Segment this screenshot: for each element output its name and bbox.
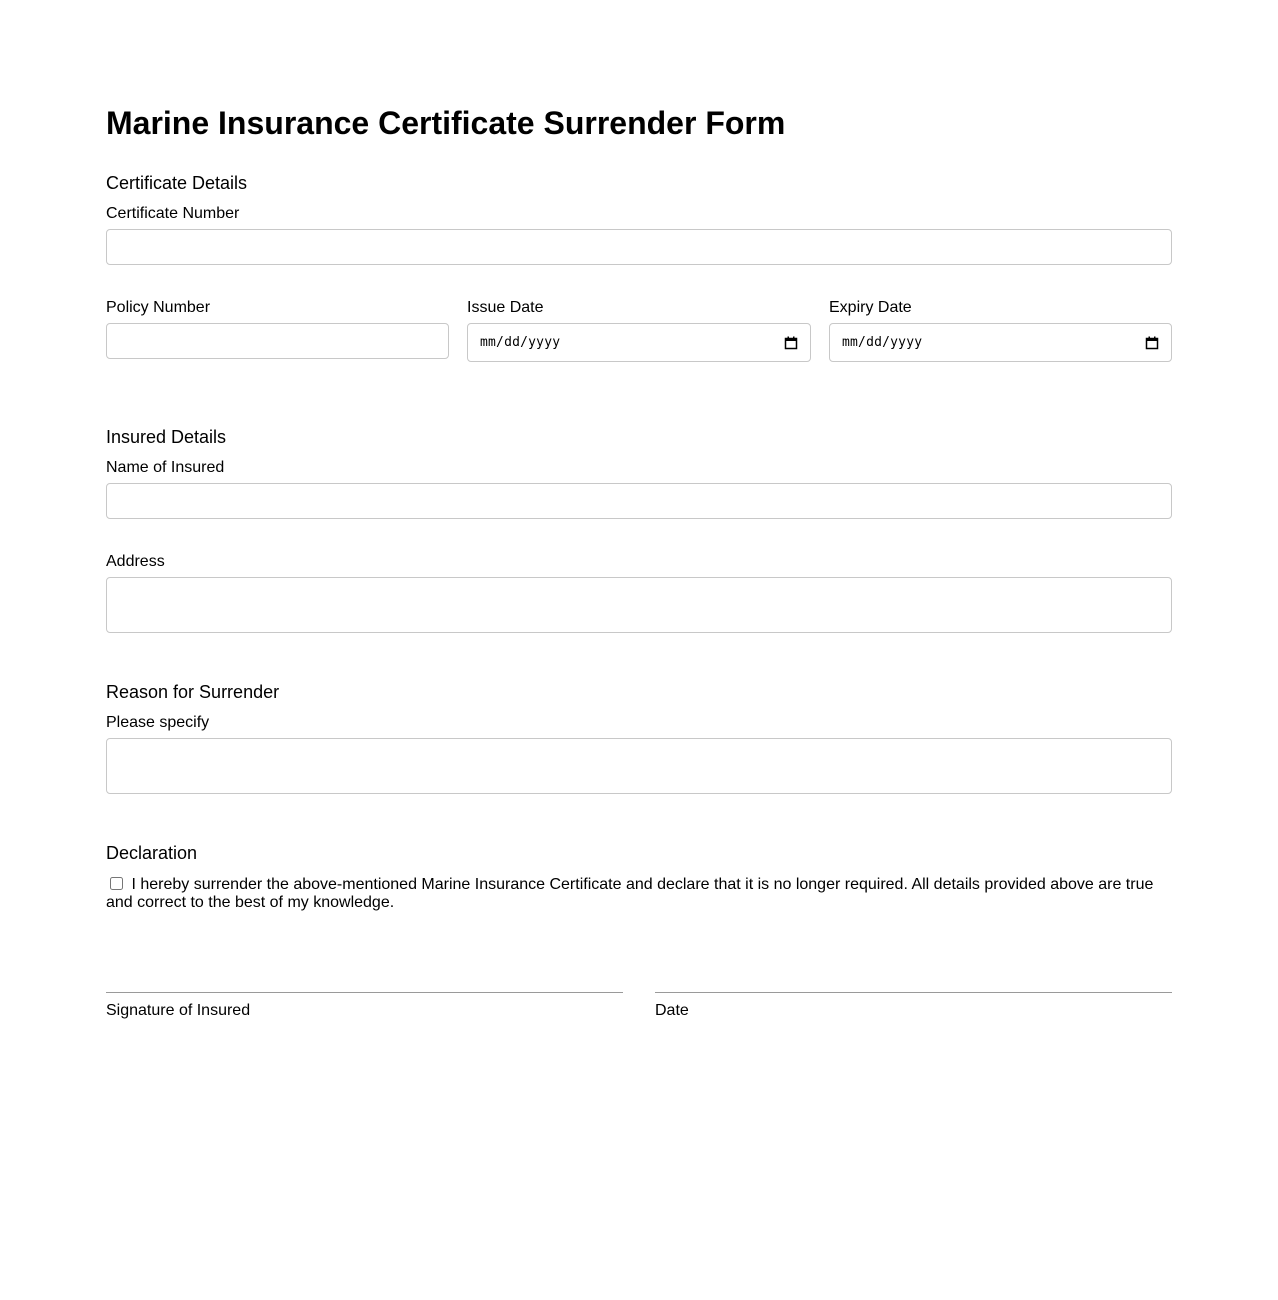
certificate-number-input[interactable] xyxy=(106,229,1172,265)
issue-date-input[interactable] xyxy=(467,323,811,362)
section-heading-insured-details: Insured Details xyxy=(106,427,227,447)
declaration-text: I hereby surrender the above-mentioned Marine Insurance Certificate and declare that it is no longer required. All details provided above are true and correct to the best of my knowledge. xyxy=(106,876,1154,911)
date-signature-line xyxy=(655,992,1172,993)
section-heading-reason-for-surrender: Reason for Surrender xyxy=(106,682,280,702)
issue-date-label: Issue Date xyxy=(467,299,544,316)
section-heading-declaration: Declaration xyxy=(106,843,198,863)
expiry-date-input[interactable] xyxy=(829,323,1172,362)
declaration-block xyxy=(106,876,1172,912)
signature-date-label: Date xyxy=(655,1002,689,1019)
declaration-checkbox[interactable] xyxy=(110,877,123,890)
reason-textarea[interactable] xyxy=(106,738,1172,794)
issue-date-placeholder: mm/dd/yyyy xyxy=(480,335,561,350)
calendar-icon[interactable] xyxy=(1145,336,1159,350)
expiry-date-label: Expiry Date xyxy=(829,299,912,316)
section-heading-certificate-details: Certificate Details xyxy=(106,173,248,193)
policy-number-input[interactable] xyxy=(106,323,449,359)
name-of-insured-label: Name of Insured xyxy=(106,459,225,476)
please-specify-label: Please specify xyxy=(106,714,210,731)
name-of-insured-input[interactable] xyxy=(106,483,1172,519)
signature-of-insured-label: Signature of Insured xyxy=(106,1002,251,1019)
address-textarea[interactable] xyxy=(106,577,1172,633)
expiry-date-placeholder: mm/dd/yyyy xyxy=(842,335,923,350)
page-title: Marine Insurance Certificate Surrender Form xyxy=(106,105,786,141)
certificate-number-label: Certificate Number xyxy=(106,205,240,222)
signature-line xyxy=(106,992,623,993)
policy-number-label: Policy Number xyxy=(106,299,211,316)
calendar-icon[interactable] xyxy=(784,336,798,350)
address-label: Address xyxy=(106,553,165,570)
